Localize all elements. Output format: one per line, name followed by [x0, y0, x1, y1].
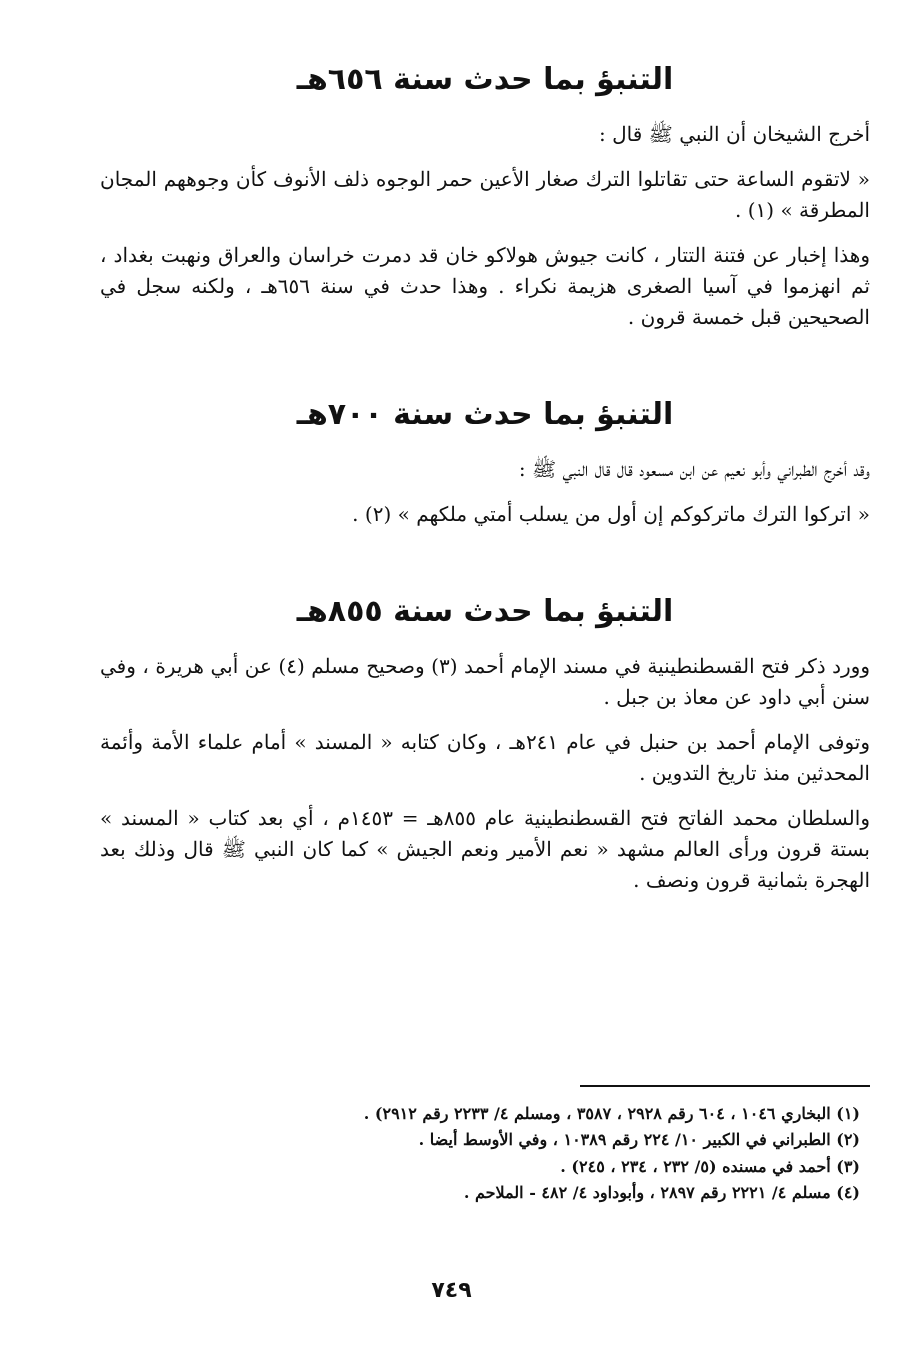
footnote-2: (٢) الطبراني في الكبير ١٠/ ٢٢٤ رقم ١٠٣٨٩ ، وفي الأوسط أيضا . [418, 1130, 860, 1150]
paragraph-ahmad-855: وتوفى الإمام أحمد بن حنبل في عام ٢٤١هـ ، وكان كتابه « المسند » أمام علماء الأمة وأئمة المحدثين منذ تاريخ التدوين . [100, 730, 870, 785]
footnote-divider [580, 1085, 870, 1087]
hadith-quote-656: « لاتقوم الساعة حتى تقاتلوا الترك صغار الأعين حمر الوجوه ذلف الأنوف كأن وجوههم المجان المطرقة » (١) . [100, 167, 870, 222]
paragraph-explanation-656: وهذا إخبار عن فتنة التتار ، كانت جيوش هولاكو خان قد دمرت خراسان والعراق ونهبت بغداد ، ثم انهزموا في آسيا الصغرى هزيمة نكراء . وهذا حدث في سنة ٦٥٦هـ ، ولكنه سجل في الصحيحين قبل خمسة قرون . [100, 243, 870, 329]
footnotes [100, 1085, 870, 1207]
footnote-3: (٣) أحمد في مسنده (٥/ ٢٣٢ ، ٢٣٤ ، ٢٤٥) . [560, 1156, 860, 1176]
section-gap [100, 544, 870, 582]
section-title-656: التنبؤ بما حدث سنة ٦٥٦هـ [296, 62, 674, 97]
section-title-700: التنبؤ بما حدث سنة ٧٠٠هـ [296, 397, 674, 432]
section-gap [100, 347, 870, 385]
page-number: ٧٤٩ [431, 1278, 472, 1303]
page-body [100, 50, 870, 910]
section-title-855: التنبؤ بما حدث سنة ٨٥٥هـ [296, 594, 674, 629]
footnote-1: (١) البخاري ١٠٤٦ ، ٦٠٤ رقم ٢٩٢٨ ، ٣٥٨٧ ، ومسلم ٤/ ٢٢٣٣ رقم ٢٩١٢) . [363, 1104, 860, 1123]
footnote-4: (٤) مسلم ٤/ ٢٢٢١ رقم ٢٨٩٧ ، وأبوداود ٤/ ٤٨٢ - الملاحم . [463, 1183, 860, 1203]
paragraph-intro-656: أخرج الشيخان أن النبي ﷺ قال : [599, 122, 870, 146]
hadith-quote-700: « اتركوا الترك ماتركوكم إن أول من يسلب أمتي ملكهم » (٢) . [352, 502, 870, 526]
paragraph-conquest-855: والسلطان محمد الفاتح فتح القسطنطينية عام ٨٥٥هـ = ١٤٥٣م ، أي بعد كتاب « المسند » بستة قرون ورأى العالم مشهد « نعم الأمير ونعم الجيش » كما كان النبي ﷺ قال وذلك بعد الهجرة بثمانية قرون ونصف . [100, 806, 870, 892]
paragraph-intro-700: وقد أخرج الطبراني وأبو نعيم عن ابن مسعود قال قال النبي ﷺ : [518, 457, 870, 481]
paragraph-intro-855: وورد ذكر فتح القسطنطينية في مسند الإمام أحمد (٣) وصحيح مسلم (٤) عن أبي هريرة ، وفي سنن أبي داود عن معاذ بن جبل . [100, 654, 870, 709]
